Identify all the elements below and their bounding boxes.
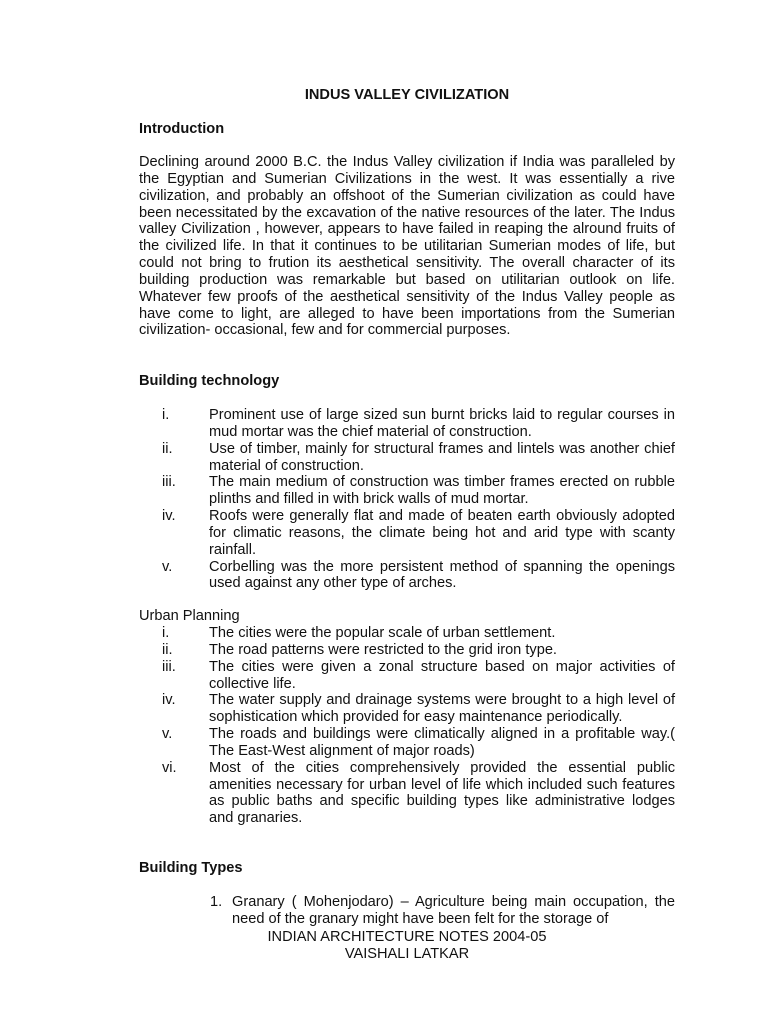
list-item-number: ii. <box>162 440 173 457</box>
list-item <box>139 508 675 559</box>
list-item-text: The main medium of construction was timber frames erected on rubble plinths and filled in with brick walls of mud mortar. <box>209 474 675 508</box>
urban-planning-list <box>139 625 675 827</box>
list-item-text: Prominent use of large sized sun burnt bricks laid to regular courses in mud mortar was the chief material of construction. <box>209 407 675 440</box>
list-item <box>210 894 675 928</box>
building-technology-list <box>139 407 675 592</box>
building-types-list <box>210 894 675 928</box>
list-item-text: The road patterns were restricted to the grid iron type. <box>209 641 557 658</box>
list-item <box>139 441 675 475</box>
list-item-number: vi. <box>162 759 177 776</box>
list-item <box>139 659 675 693</box>
list-item-number: iv. <box>162 692 176 709</box>
list-item <box>139 625 675 642</box>
list-item-number: i. <box>162 407 170 423</box>
list-item <box>139 726 675 760</box>
introduction-heading: Introduction <box>139 121 225 137</box>
building-types-heading: Building Types <box>139 860 243 876</box>
list-item <box>139 642 675 659</box>
list-item-text: Most of the cities comprehensively provided the essential public amenities necessary for urban level of life which included such features as public baths and specific building types like administrative lodges and granaries. <box>209 759 675 827</box>
list-item-text: Use of timber, mainly for structural frames and lintels was another chief material of construction. <box>209 440 675 474</box>
list-item-text: The water supply and drainage systems were brought to a high level of sophistication which provided for easy maintenance periodically. <box>209 692 675 726</box>
list-item <box>139 760 675 827</box>
list-item-text: Roofs were generally flat and made of beaten earth obviously adopted for climatic reasons, the climate being hot and arid type with scanty rainfall. <box>209 508 675 558</box>
list-item-text: The roads and buildings were climatically aligned in a profitable way.( The East-West alignment of major roads) <box>209 726 675 759</box>
list-item-number: i. <box>162 625 170 641</box>
building-technology-heading: Building technology <box>139 373 280 389</box>
list-item-text: Granary ( Mohenjodaro) – Agriculture being main occupation, the need of the granary might have been felt for the storage of <box>232 894 675 927</box>
footer-line-1: INDIAN ARCHITECTURE NOTES 2004-05 <box>267 929 547 945</box>
list-item-text: Corbelling was the more persistent method of spanning the openings used against any other type of arches. <box>209 558 675 592</box>
document-title: INDUS VALLEY CIVILIZATION <box>304 87 510 103</box>
list-item <box>139 474 675 508</box>
list-item-number: iii. <box>162 658 176 675</box>
list-item-text: The cities were given a zonal structure based on major activities of collective life. <box>209 658 675 692</box>
footer-line-2: VAISHALI LATKAR <box>344 946 470 962</box>
list-item-number: iv. <box>162 508 176 525</box>
list-item-number: iii. <box>162 474 176 491</box>
list-item-number: v. <box>162 558 173 575</box>
list-item-text: The cities were the popular scale of urban settlement. <box>209 625 556 641</box>
list-item <box>139 692 675 726</box>
introduction-paragraph: Declining around 2000 B.C. the Indus Valley civilization if India was paralleled by the Egyptian and Sumerian Civilizations in the west. It was essentially a rive civilization, and probably an offshoot of the Sumerian civilization as could have been necessitated by the excavation of the native resources of the later. The Indus valley Civilization , however, appears to have failed in reaping the alround fruits of the civilized life. In that it continues to be utilitarian Sumerian modes of life, but could not bring to frution its aesthetical sensitivity. The overall character of its building production was remarkable but based on utilitarian outlook on life. Whatever few proofs of the aesthetical sensitivity of the Indus Valley people as have come to light, are alleged to have been importations from the Sumerian civilization- occasional, few and for commercial purposes. <box>139 154 675 339</box>
list-item-number: 1. <box>210 894 223 910</box>
list-item-number: v. <box>162 726 173 743</box>
urban-planning-heading: Urban Planning <box>139 608 240 624</box>
list-item <box>139 407 675 441</box>
list-item <box>139 559 675 593</box>
list-item-number: ii. <box>162 641 173 658</box>
